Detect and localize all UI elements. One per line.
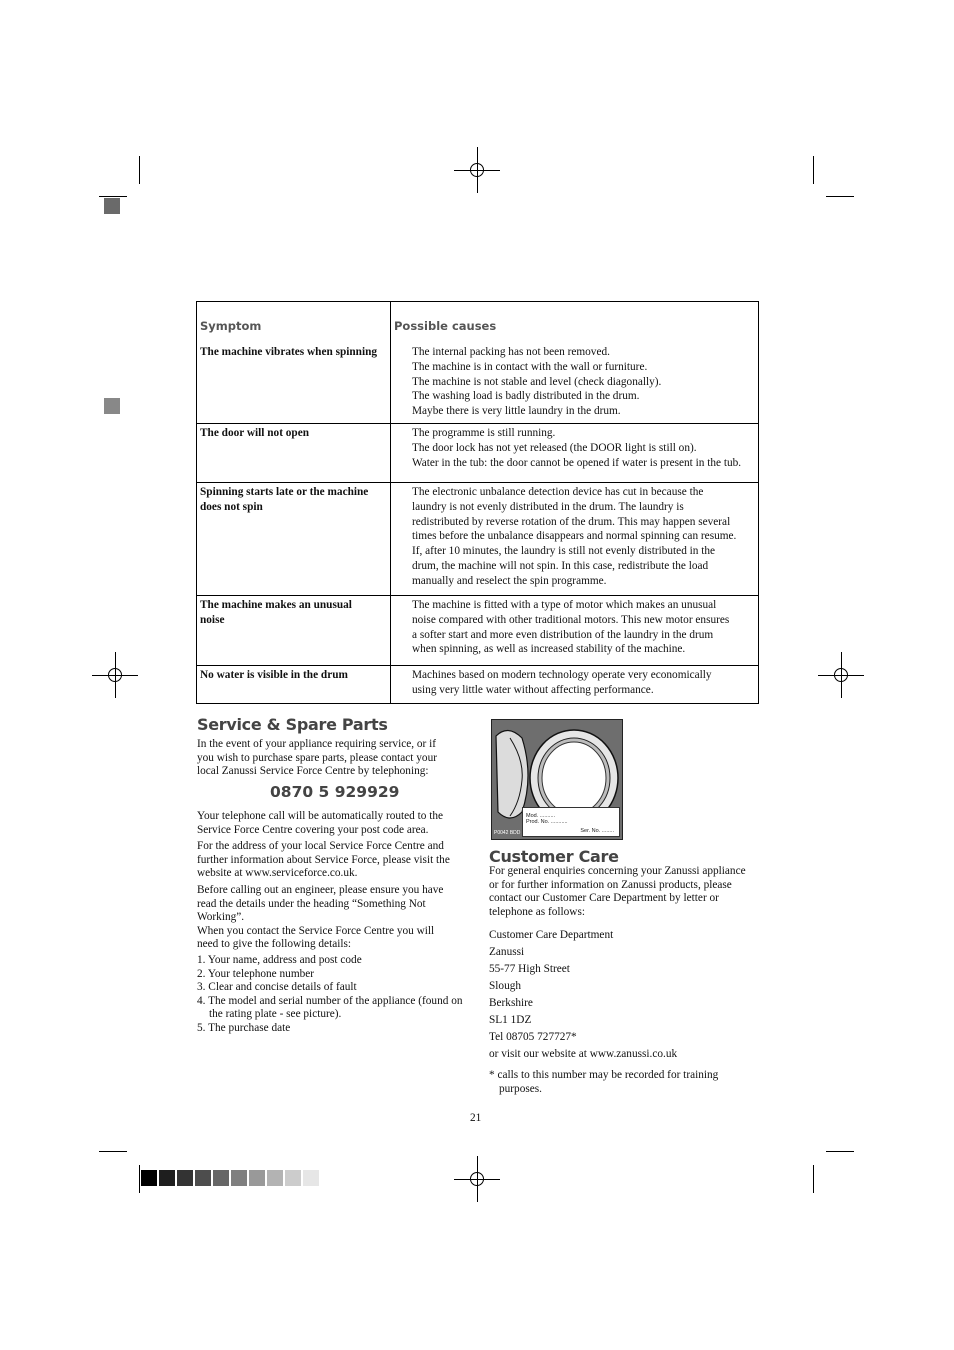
causes-cell — [391, 666, 758, 703]
color-swatch-bar — [141, 1170, 321, 1186]
symptom-line: Spinning starts late or the machine — [200, 486, 369, 498]
rating-plate — [522, 807, 620, 837]
color-swatch — [213, 1170, 229, 1186]
symptom-cell — [197, 666, 391, 703]
service-paragraph — [197, 884, 467, 952]
causes-cell — [391, 343, 758, 423]
service-phone: 0870 5 929929 — [270, 783, 400, 801]
text-line: further information about Service Force, please visit the — [197, 853, 450, 866]
customer-care-intro — [489, 865, 761, 919]
table-row — [197, 482, 758, 595]
plate-product-number: Prod. No. ........... — [526, 819, 568, 825]
text-line: website at www.serviceforce.co.uk. — [197, 867, 358, 880]
text-line: contact our Customer Care Department by letter or — [489, 892, 719, 905]
address-line: 55-77 High Street — [489, 963, 570, 975]
cause-line: The programme is still running. — [412, 427, 556, 439]
color-swatch — [231, 1170, 247, 1186]
text-line: For general enquiries concerning your Zanussi appliance — [489, 865, 746, 877]
list-item: 1. Your name, address and post code — [197, 954, 362, 966]
cause-line: The electronic unbalance detection device has cut in because the — [412, 486, 704, 498]
text-line: read the details under the heading “Something Not — [197, 897, 426, 910]
symptom-cell — [197, 483, 391, 595]
page-number: 21 — [470, 1112, 482, 1124]
symptom-header: Symptom — [197, 302, 391, 343]
cause-line: times before the unbalance disappears and normal spinning can resume. — [412, 530, 737, 543]
note-line: purposes. — [499, 1082, 542, 1095]
text-line: you wish to purchase spare parts, please contact your — [197, 751, 437, 764]
color-swatch — [249, 1170, 265, 1186]
cause-line: using very little water without affecting performance. — [412, 683, 654, 696]
picture-code: P0042 BDD — [494, 830, 521, 836]
customer-care-address — [489, 927, 761, 1063]
service-details-list — [197, 954, 469, 1035]
address-line: Berkshire — [489, 997, 533, 1009]
causes-header: Possible causes — [394, 319, 497, 333]
symptom-line: does not spin — [200, 501, 263, 513]
text-line: telephone as follows: — [489, 905, 586, 918]
table-row — [197, 423, 758, 482]
text-line: For the address of your local Service Force Centre and — [197, 840, 444, 852]
color-swatch — [285, 1170, 301, 1186]
color-swatch — [159, 1170, 175, 1186]
cause-line: drum, the machine will not spin. In this case, redistribute the load — [412, 559, 709, 572]
service-intro — [197, 738, 467, 779]
print-square-mark — [104, 198, 120, 214]
color-swatch — [141, 1170, 157, 1186]
cause-line: The machine is not stable and level (check diagonally). — [412, 375, 662, 388]
text-line: Before calling out an engineer, please ensure you have — [197, 884, 444, 896]
text-line: Your telephone call will be automatically routed to the — [197, 810, 444, 822]
text-line: When you contact the Service Force Centre you will — [197, 924, 435, 937]
address-line: Tel 08705 727727* — [489, 1031, 577, 1043]
text-line: In the event of your appliance requiring service, or if — [197, 738, 437, 750]
registration-mark-icon — [826, 660, 856, 690]
cause-line: a softer start and more even distribution of the laundry in the drum — [412, 628, 714, 641]
plate-serial-number: Ser. No. ........ — [580, 828, 614, 834]
cause-line: Machines based on modern technology operate very economically — [412, 669, 712, 681]
color-swatch — [177, 1170, 193, 1186]
cause-line: redistributed by reverse rotation of the drum. This may happen several — [412, 515, 731, 528]
cause-line: The door lock has not yet released (the DOOR light is still on). — [412, 441, 697, 454]
rating-plate-picture — [491, 719, 623, 840]
cause-line: The washing load is badly distributed in the drum. — [412, 390, 640, 403]
table-row — [197, 595, 758, 665]
color-swatch — [267, 1170, 283, 1186]
list-item: 5. The purchase date — [197, 1021, 291, 1034]
symptom-line: The door will not open — [200, 427, 310, 439]
causes-cell — [391, 424, 758, 482]
causes-cell — [391, 596, 758, 665]
text-line: local Zanussi Service Force Centre by telephoning: — [197, 765, 429, 778]
cause-line: Maybe there is very little laundry in the drum. — [412, 405, 621, 418]
service-paragraph — [197, 840, 467, 881]
cause-line: The machine is fitted with a type of motor which makes an unusual — [412, 599, 717, 611]
service-paragraph — [197, 810, 467, 837]
print-square-mark — [104, 398, 120, 414]
recording-note — [489, 1069, 761, 1096]
symptom-cell — [197, 343, 391, 423]
table-row — [197, 665, 758, 703]
cause-line: The machine is in contact with the wall or furniture. — [412, 360, 648, 373]
color-swatch — [195, 1170, 211, 1186]
cause-line: Water in the tub: the door cannot be opened if water is present in the tub. — [412, 456, 742, 469]
text-line: Service Force Centre covering your post code area. — [197, 823, 429, 836]
cause-line: If, after 10 minutes, the laundry is still not evenly distributed in the — [412, 545, 716, 558]
cause-line: manually and reselect the spin programme. — [412, 574, 607, 587]
table-row — [197, 343, 758, 423]
symptom-cell — [197, 424, 391, 482]
customer-care-title: Customer Care — [489, 847, 619, 866]
list-item: 2. Your telephone number — [197, 967, 315, 980]
service-title: Service & Spare Parts — [197, 715, 388, 734]
address-line: SL1 1DZ — [489, 1014, 532, 1026]
address-line: Slough — [489, 980, 522, 992]
text-line: or for further information on Zanussi products, please — [489, 878, 732, 891]
address-line: Customer Care Department — [489, 929, 614, 941]
symptom-line: The machine makes an unusual — [200, 599, 352, 611]
note-line: * calls to this number may be recorded for training — [489, 1069, 719, 1081]
cause-line: when spinning, as well as increased stability of the machine. — [412, 643, 686, 656]
color-swatch — [303, 1170, 319, 1186]
symptom-line: noise — [200, 614, 225, 626]
troubleshooting-table — [196, 301, 759, 704]
cause-line: noise compared with other traditional motors. This new motor ensures — [412, 613, 730, 626]
text-line: Working”. — [197, 911, 245, 924]
registration-mark-icon — [462, 155, 492, 185]
table-header-row — [197, 302, 758, 343]
symptom-line: No water is visible in the drum — [200, 669, 348, 681]
symptom-cell — [197, 596, 391, 665]
text-line: need to give the following details: — [197, 938, 352, 951]
address-line: Zanussi — [489, 946, 525, 958]
causes-cell — [391, 483, 758, 595]
cause-line: The internal packing has not been removed. — [412, 346, 610, 358]
registration-mark-icon — [100, 660, 130, 690]
list-item: 3. Clear and concise details of fault — [197, 981, 357, 993]
list-item: 4. The model and serial number of the appliance (found on the rating plate - see picture). — [197, 994, 463, 1020]
plate-model: Mod. .......... — [526, 813, 556, 819]
registration-mark-icon — [462, 1164, 492, 1194]
address-line: or visit our website at www.zanussi.co.uk — [489, 1048, 678, 1060]
cause-line: laundry is not evenly distributed in the drum. The laundry is — [412, 500, 684, 513]
symptom-line: The machine vibrates when spinning — [200, 346, 378, 358]
